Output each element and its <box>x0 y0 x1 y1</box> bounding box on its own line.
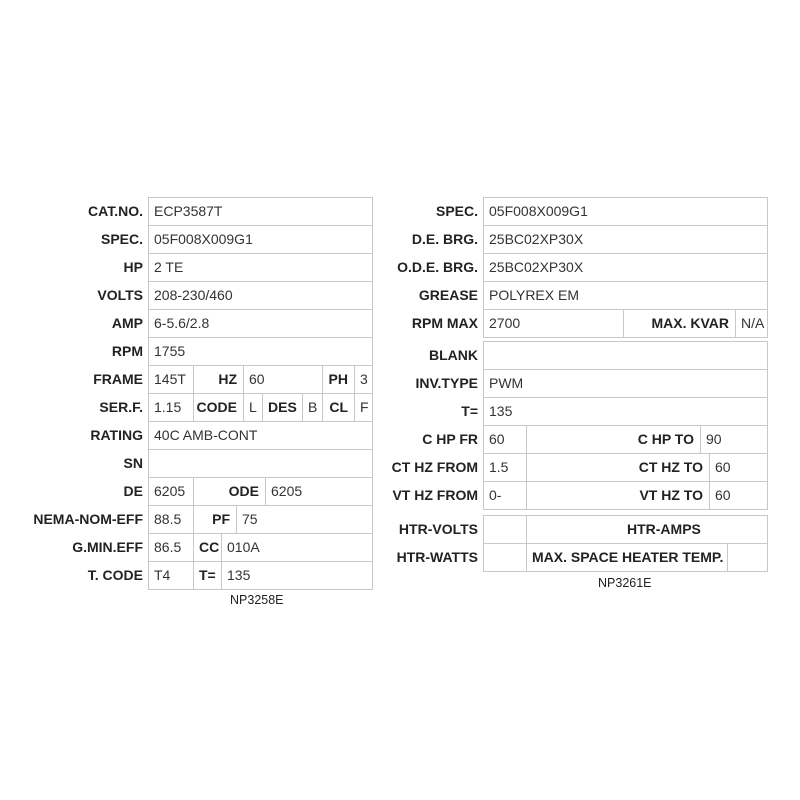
t-code-value: T4 <box>149 562 194 590</box>
ode-brg-value: 25BC02XP30X <box>484 254 768 282</box>
inv-type-value: PWM <box>484 370 768 398</box>
vt-hz-to-value: 60 <box>710 482 768 510</box>
de-value: 6205 <box>149 478 194 506</box>
cl-value: F <box>355 394 373 422</box>
hz-value: 60 <box>244 366 323 394</box>
htr-volts-label: HTR-VOLTS <box>398 521 478 537</box>
rating-value: 40C AMB-CONT <box>149 422 373 450</box>
r-t-equals-label: T= <box>461 403 478 419</box>
c-hp-to-value: 90 <box>701 426 768 454</box>
ode-label: ODE <box>194 478 266 506</box>
nema-nom-eff-value: 88.5 <box>149 506 194 534</box>
r-spec-label: SPEC. <box>435 203 478 219</box>
serf-value: 1.15 <box>149 394 194 422</box>
r-spec-value: 05F008X009G1 <box>484 198 768 226</box>
c-hp-to-label: C HP TO <box>527 426 701 454</box>
right-part-number: NP3261E <box>598 576 652 590</box>
ct-hz-to-value: 60 <box>710 454 768 482</box>
de-brg-value: 25BC02XP30X <box>484 226 768 254</box>
cc-value: 010A <box>222 534 373 562</box>
ode-value: 6205 <box>266 478 373 506</box>
htr-amps-label: HTR-AMPS <box>527 516 768 544</box>
ode-brg-label: O.D.E. BRG. <box>397 259 478 275</box>
max-space-heater-temp-label: MAX. SPACE HEATER TEMP. <box>527 544 728 572</box>
ph-label: PH <box>323 366 355 394</box>
code-label: CODE <box>194 394 244 422</box>
rpm-value: 1755 <box>149 338 373 366</box>
htr-watts-label: HTR-WATTS <box>396 549 478 565</box>
max-space-heater-temp-value <box>728 544 768 572</box>
blank-label: BLANK <box>429 347 478 363</box>
vt-hz-from-label: VT HZ FROM <box>392 487 478 503</box>
de-label: DE <box>123 483 143 499</box>
max-kvar-label: MAX. KVAR <box>624 310 736 338</box>
right-nameplate <box>391 0 800 800</box>
t-equals-value: 135 <box>222 562 373 590</box>
ct-hz-to-label: CT HZ TO <box>527 454 710 482</box>
max-kvar-value: N/A <box>736 310 768 338</box>
sn-label: SN <box>123 455 143 471</box>
blank-value <box>484 342 768 370</box>
amp-label: AMP <box>111 315 143 331</box>
vt-hz-from-value: 0- <box>484 482 527 510</box>
c-hp-fr-value: 60 <box>484 426 527 454</box>
t-code-label: T. CODE <box>87 567 143 583</box>
g-min-eff-value: 86.5 <box>149 534 194 562</box>
volts-value: 208-230/460 <box>149 282 373 310</box>
sn-value <box>149 450 373 478</box>
right-heater-grid <box>483 515 768 572</box>
hz-label: HZ <box>194 366 244 394</box>
spec-value: 05F008X009G1 <box>149 226 373 254</box>
des-value: B <box>303 394 323 422</box>
vt-hz-to-label: VT HZ TO <box>527 482 710 510</box>
spec-label: SPEC. <box>100 231 143 247</box>
htr-volts-value <box>484 516 527 544</box>
pf-value: 75 <box>237 506 373 534</box>
de-brg-label: D.E. BRG. <box>411 231 478 247</box>
rpm-max-value: 2700 <box>484 310 624 338</box>
des-label: DES <box>263 394 303 422</box>
volts-label: VOLTS <box>97 287 143 303</box>
inv-type-label: INV.TYPE <box>415 375 478 391</box>
cl-label: CL <box>323 394 355 422</box>
rating-label: RATING <box>90 427 143 443</box>
frame-label: FRAME <box>93 371 143 387</box>
grease-label: GREASE <box>418 287 478 303</box>
left-value-grid <box>148 197 373 590</box>
htr-watts-value <box>484 544 527 572</box>
right-middle-grid <box>483 341 768 510</box>
ph-value: 3 <box>355 366 373 394</box>
code-value: L <box>244 394 263 422</box>
grease-value: POLYREX EM <box>484 282 768 310</box>
cat-no-label: CAT.NO. <box>88 203 143 219</box>
left-part-number: NP3258E <box>230 593 284 607</box>
frame-value: 145T <box>149 366 194 394</box>
c-hp-fr-label: C HP FR <box>422 431 478 447</box>
right-top-grid <box>483 197 768 338</box>
ct-hz-from-value: 1.5 <box>484 454 527 482</box>
amp-value: 6-5.6/2.8 <box>149 310 373 338</box>
hp-label: HP <box>123 259 143 275</box>
rpm-label: RPM <box>111 343 143 359</box>
t-equals-label: T= <box>194 562 222 590</box>
nema-nom-eff-label: NEMA-NOM-EFF <box>33 511 143 527</box>
serf-label: SER.F. <box>99 399 143 415</box>
pf-label: PF <box>194 506 237 534</box>
rpm-max-label: RPM MAX <box>411 315 478 331</box>
cat-no-value: ECP3587T <box>149 198 373 226</box>
r-t-equals-value: 135 <box>484 398 768 426</box>
cc-label: CC <box>194 534 222 562</box>
g-min-eff-label: G.MIN.EFF <box>72 539 143 555</box>
hp-value: 2 TE <box>149 254 373 282</box>
ct-hz-from-label: CT HZ FROM <box>391 459 478 475</box>
